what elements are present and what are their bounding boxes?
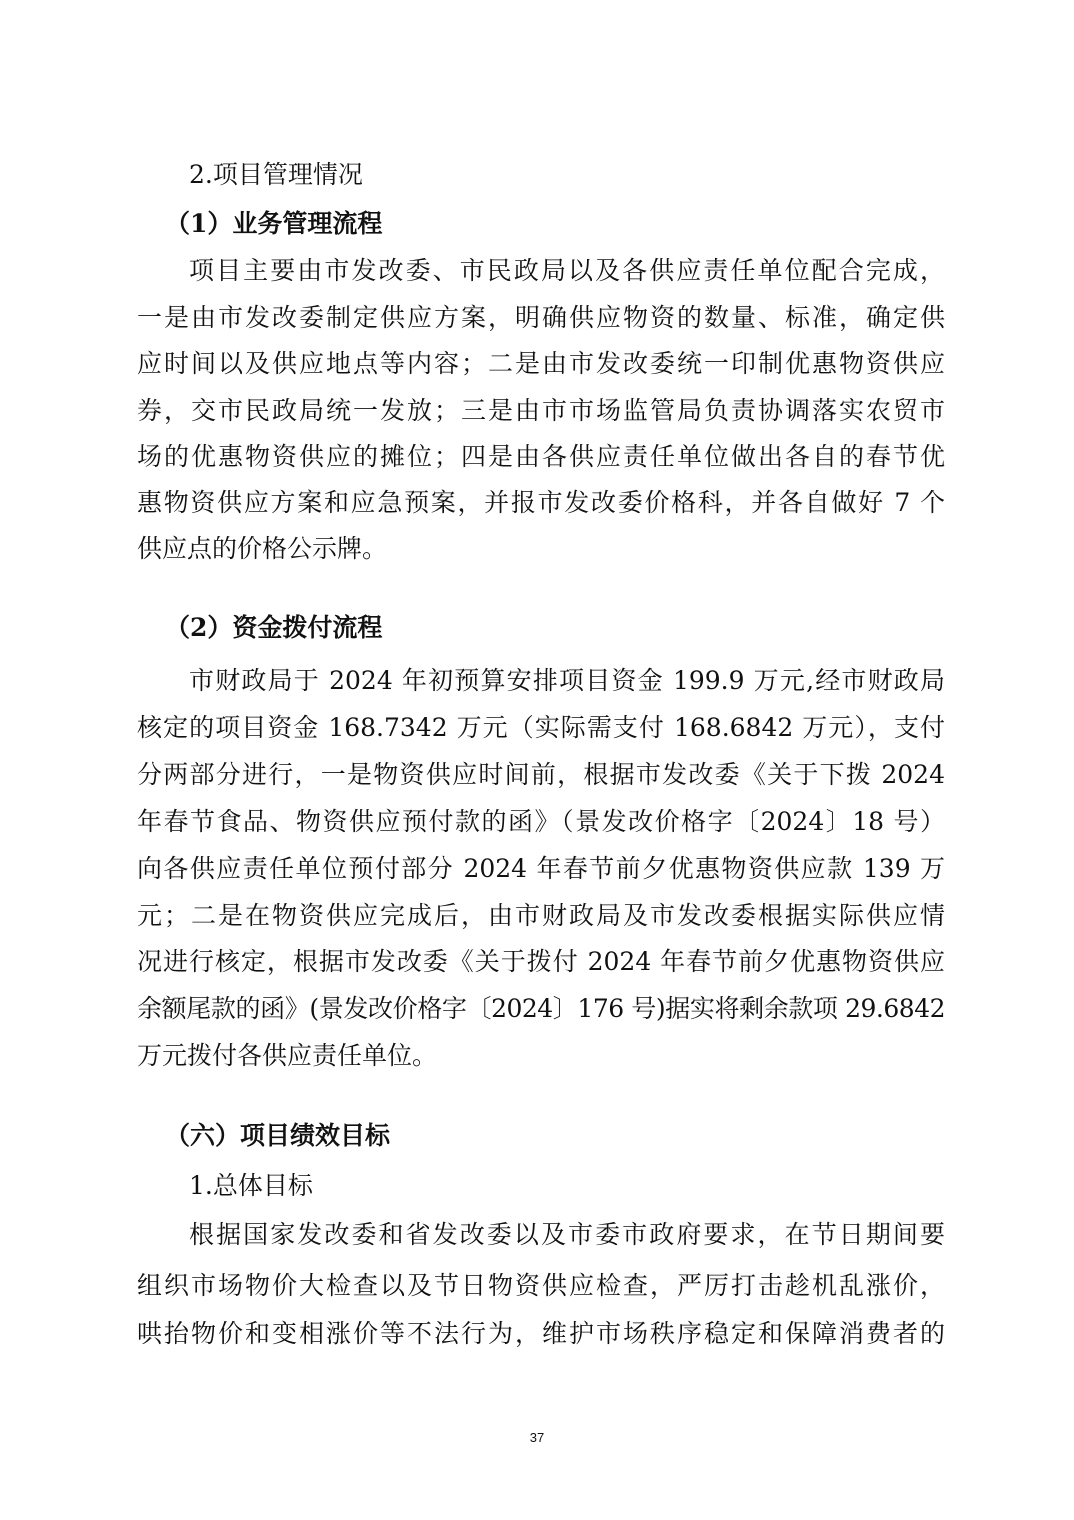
text-line: 余额尾款的函》(景发改价格字〔2024〕176 号)据实将剩余款项 29.6842 bbox=[137, 994, 945, 1023]
text-line: 哄抬物价和变相涨价等不法行为，维护市场秩序稳定和保障消费者的 bbox=[137, 1319, 945, 1348]
text-line: 项目主要由市发改委、市民政局以及各供应责任单位配合完成， bbox=[189, 256, 945, 285]
subsection-heading: （1）业务管理流程 bbox=[165, 209, 383, 238]
section-heading: 2.项目管理情况 bbox=[189, 160, 363, 189]
text-line: 元；二是在物资供应完成后，由市财政局及市发改委根据实际供应情 bbox=[137, 901, 945, 930]
text-line: 市财政局于 2024 年初预算安排项目资金 199.9 万元,经市财政局 bbox=[189, 666, 945, 695]
text-line: 组织市场物价大检查以及节日物资供应检查，严厉打击趁机乱涨价， bbox=[137, 1271, 945, 1300]
text-line: 向各供应责任单位预付部分 2024 年春节前夕优惠物资供应款 139 万 bbox=[137, 854, 945, 883]
text-line: 核定的项目资金 168.7342 万元（实际需支付 168.6842 万元），支付 bbox=[137, 713, 945, 742]
subsection-heading: （2）资金拨付流程 bbox=[165, 613, 383, 642]
section-heading: （六）项目绩效目标 bbox=[165, 1121, 391, 1150]
text-line: 惠物资供应方案和应急预案，并报市发改委价格科，并各自做好 7 个 bbox=[137, 488, 945, 517]
text-line: 况进行核定，根据市发改委《关于拨付 2024 年春节前夕优惠物资供应 bbox=[137, 947, 945, 976]
text-line: 应时间以及供应地点等内容；二是由市发改委统一印制优惠物资供应 bbox=[137, 349, 945, 378]
text-line: 券，交市民政局统一发放；三是由市市场监管局负责协调落实农贸市 bbox=[137, 396, 945, 425]
text-line: 万元拨付各供应责任单位。 bbox=[137, 1041, 438, 1070]
page-number: 37 bbox=[529, 1430, 545, 1445]
text-line: 分两部分进行，一是物资供应时间前，根据市发改委《关于下拨 2024 bbox=[137, 760, 945, 789]
subsection-heading: 1.总体目标 bbox=[189, 1171, 313, 1200]
text-line: 年春节食品、物资供应预付款的函》（景发改价格字〔2024〕18 号） bbox=[137, 807, 945, 836]
text-line: 场的优惠物资供应的摊位；四是由各供应责任单位做出各自的春节优 bbox=[137, 442, 945, 471]
text-line: 供应点的价格公示牌。 bbox=[137, 534, 388, 563]
text-line: 根据国家发改委和省发改委以及市委市政府要求，在节日期间要 bbox=[189, 1220, 945, 1249]
text-line: 一是由市发改委制定供应方案，明确供应物资的数量、标准，确定供 bbox=[137, 303, 945, 332]
